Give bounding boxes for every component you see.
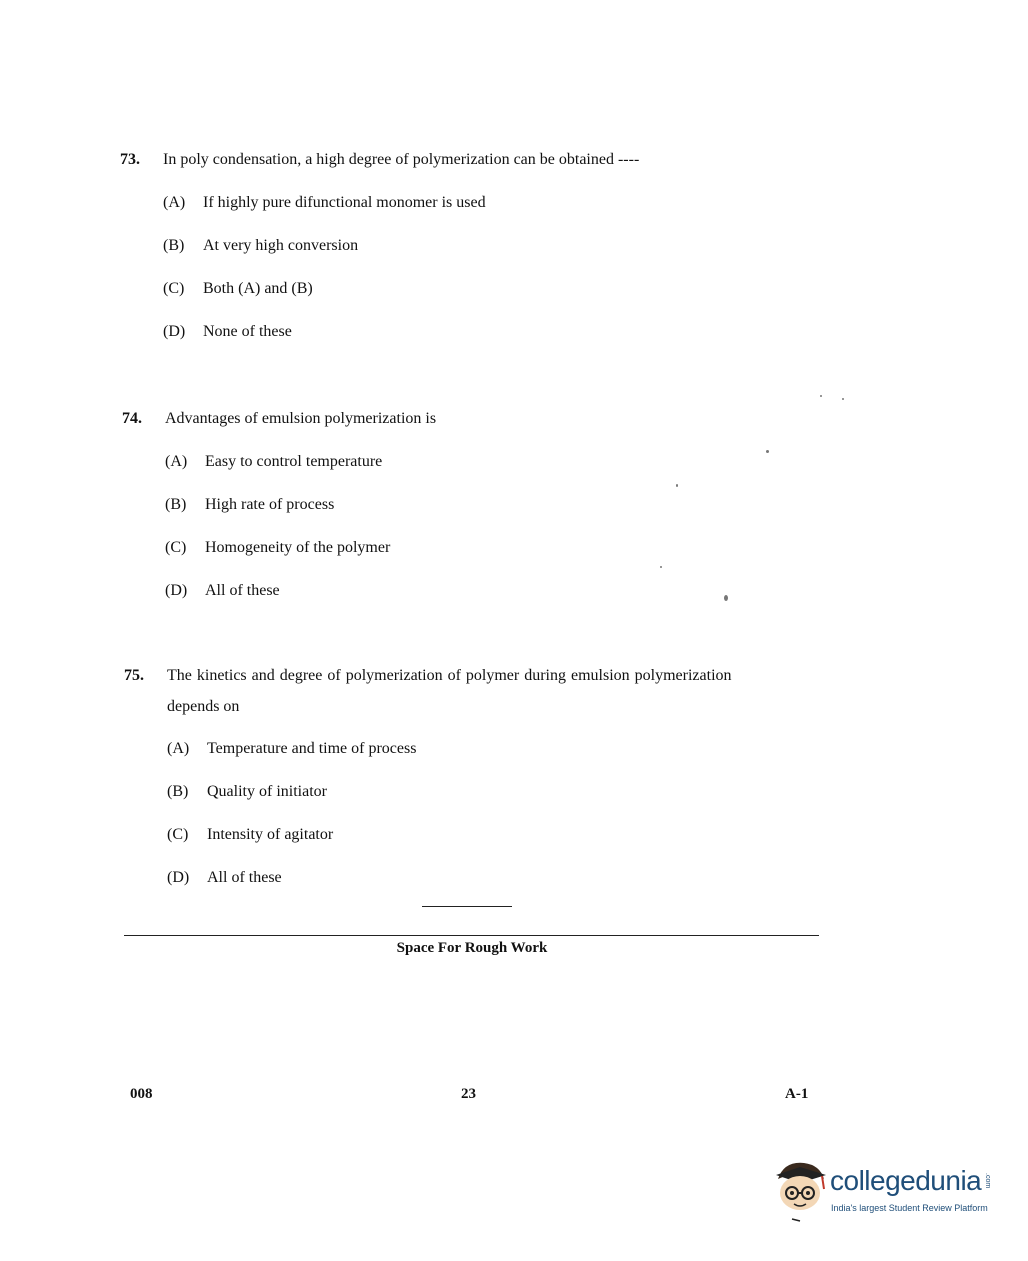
option-text: None of these bbox=[203, 323, 292, 340]
option-label: (A) bbox=[165, 453, 188, 470]
option-text: If highly pure difunctional monomer is used bbox=[203, 194, 486, 211]
rough-work-divider bbox=[124, 935, 819, 936]
option-text: High rate of process bbox=[205, 496, 335, 513]
logo-tagline: India's largest Student Review Platform bbox=[831, 1203, 988, 1213]
option-text: Homogeneity of the polymer bbox=[205, 539, 391, 556]
option-text: Intensity of agitator bbox=[207, 826, 334, 843]
option-text: Quality of initiator bbox=[207, 783, 327, 800]
scan-speck bbox=[724, 595, 728, 601]
option-label: (A) bbox=[163, 194, 186, 211]
option-label: (A) bbox=[167, 740, 190, 757]
scan-speck bbox=[820, 395, 822, 397]
option-label: (D) bbox=[167, 869, 190, 886]
option-label: (C) bbox=[167, 826, 189, 843]
question-number: 73. bbox=[120, 151, 140, 168]
option-b bbox=[165, 495, 334, 515]
option-text: At very high conversion bbox=[203, 237, 359, 254]
option-a bbox=[163, 193, 486, 213]
collegedunia-logo bbox=[770, 1157, 1010, 1227]
option-c bbox=[165, 538, 390, 558]
mascot-icon bbox=[770, 1157, 830, 1227]
question-number: 74. bbox=[122, 410, 142, 427]
page-number: 23 bbox=[461, 1086, 476, 1102]
question-text-line2: depends on bbox=[167, 698, 240, 715]
question-text: In poly condensation, a high degree of polymerization can be obtained ---- bbox=[163, 151, 640, 168]
question-text-line1: The kinetics and degree of polymerization of polymer during emulsion polymerization bbox=[167, 667, 732, 684]
logo-suffix: .com bbox=[984, 1173, 991, 1189]
option-label: (D) bbox=[165, 582, 188, 599]
option-label: (D) bbox=[163, 323, 186, 340]
series-code: A-1 bbox=[785, 1086, 809, 1102]
option-label: (C) bbox=[165, 539, 187, 556]
option-text: Easy to control temperature bbox=[205, 453, 383, 470]
option-label: (B) bbox=[165, 496, 187, 513]
scan-speck bbox=[660, 566, 662, 568]
option-text: Both (A) and (B) bbox=[203, 280, 313, 297]
option-b bbox=[167, 782, 327, 802]
option-d bbox=[167, 868, 282, 888]
rough-work-label: Space For Rough Work bbox=[396, 940, 548, 956]
option-label: (C) bbox=[163, 280, 185, 297]
option-text: All of these bbox=[205, 582, 280, 599]
scan-speck bbox=[766, 450, 769, 453]
option-text: All of these bbox=[207, 869, 282, 886]
option-c bbox=[167, 825, 333, 845]
option-d bbox=[165, 581, 280, 601]
option-c bbox=[163, 279, 313, 299]
option-b bbox=[163, 236, 358, 256]
option-a bbox=[165, 452, 382, 472]
question-number: 75. bbox=[124, 667, 144, 684]
option-label: (B) bbox=[167, 783, 189, 800]
option-label: (B) bbox=[163, 237, 185, 254]
option-text: Temperature and time of process bbox=[207, 740, 417, 757]
question-text: Advantages of emulsion polymerization is bbox=[165, 410, 437, 427]
booklet-code: 008 bbox=[130, 1086, 153, 1102]
option-a bbox=[167, 739, 416, 759]
scan-speck bbox=[842, 398, 844, 400]
scan-speck bbox=[676, 484, 678, 487]
question-end-rule bbox=[422, 906, 512, 907]
logo-wordmark: collegedunia bbox=[830, 1165, 982, 1196]
option-d bbox=[163, 322, 292, 342]
